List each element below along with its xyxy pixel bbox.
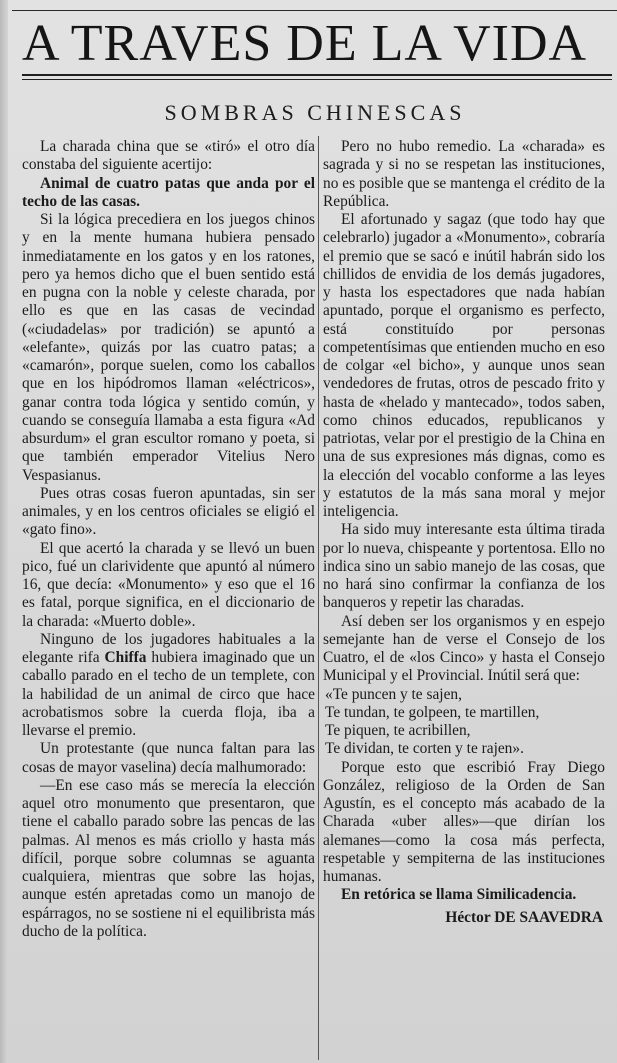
masthead-rule <box>22 74 612 76</box>
paragraph <box>22 631 315 741</box>
paragraph: —En ese caso más se merecía la elección aquel otro monumento que presentaron, que tiene el caballo parado sobre las pencas de las palmas. Al menos es más criollo y hasta más difícil, porque sobre columnas se aguanta cualquiera, mientras que sobre las hojas, aunque estén apretadas como un manojo de espárragos, no se sostiene ni el equilibrista más ducho de la política. <box>22 776 315 940</box>
verse-line: «Te puncen y te sajen, <box>325 685 462 703</box>
paragraph-closing: En retórica se llama Similicadencia. <box>341 886 577 904</box>
top-rule <box>12 10 617 11</box>
verse-line: Te tundan, te golpeen, te martillen, <box>325 703 540 721</box>
article-title: SOMBRAS CHINESCAS <box>164 100 466 125</box>
paragraph: Pues otras cosas fueron apuntadas, sin ser animales, y en los centros oficiales se eligió el «gato fino». <box>22 484 315 539</box>
paragraph: El que acertó la charada y se llevó un buen pico, fué un clarividente que apuntó al número 16, que decía: «Monumento» y eso que el 16 es fatal, porque significa, en el diccionario de la charada: «Muerto doble». <box>22 539 315 630</box>
paragraph-text: hubiera imaginado que un caballo parado en el techo de un templete, con la habilidad de un animal de circo que hace acrobatismos sobre la cuerda floja, iba a llevarse el premio. <box>22 649 315 739</box>
paragraph: La charada china que se «tiró» el otro día constaba del siguiente acertijo: <box>22 138 315 174</box>
paragraph: Ha sido muy interesante esta última tirada por lo nueva, chispeante y portentosa. Ello no indica sino un sabio manejo de las cosas, que no hará sino confirmar la confianza de los banqueros y repetir las charadas. <box>323 521 605 612</box>
paragraph: Pero no hubo remedio. La «charada» es sagrada y si no se respetan las instituciones, no es posible que se mantenga el crédito de la República. <box>323 138 605 210</box>
paragraph: Si la lógica precediera en los juegos chinos y en la mente humana hubiera pensado inmediatamente en los gatos y en los ratones, pero ya hemos dicho que el buen sentido está en pugna con la noble y celeste charada, por ello es que en las casas de vecindad («ciudadelas» por tradición) se apuntó a «elefante», quizás por las cuatro patas; a «camarón», porque suelen, como los caballos que en los hipódromos llaman «eléctricos», ganar contra toda lógica y sentido común, y cuando se conseguía llamaba a esta figura «Ad absurdum» el gran escultor romano y poeta, si que también emperador Vitelius Nero Vespasianus. <box>22 211 315 484</box>
article-column-right <box>323 138 605 927</box>
masthead-rule-thin <box>22 79 612 80</box>
paragraph: Un protestante (que nunca faltan para las cosas de mayor vaselina) decía malhumorado: <box>22 740 315 776</box>
page-left-edge <box>0 0 8 1063</box>
article-column-left <box>22 138 315 941</box>
column-divider <box>318 136 319 1060</box>
masthead-title: A TRAVES DE LA VIDA <box>22 16 588 72</box>
verse-line: Te piquen, te acribillen, <box>325 722 471 739</box>
paragraph-text: Ninguno de los jugadores habituales a la elegante rifa <box>22 630 315 666</box>
paragraph: El afortunado y sagaz (que todo hay que celebrarlo) jugador a «Monumento», cobraría el premio que se sacó e inútil habrán sido los chillidos de envidia de los demás jugadores, y hasta los espectadores que nada habían apuntado, porque el organismo es perfecto, está constituído por personas competentísimas que entienden mucho en eso de colgar «el bicho», y aunque unos sean vendedores de frutas, otros de pescado frito y hasta de «helado y mantecado», todos saben, como chinos educados, republicanos y patriotas, velar por el prestigio de la China en una de sus expresiones más dignas, como es la elección del vocablo conforme a las leyes y estatutos de la más sana moral y mejor inteligencia. <box>323 211 605 520</box>
verse-line: Te dividan, te corten y te rajen». <box>325 740 524 758</box>
paragraph: Así deben ser los organismos y en espejo semejante han de verse el Consejo de los Cuatro, el de «los Cinco» y hasta el Consejo Municipal y el Provincial. Inútil será que: <box>323 612 605 685</box>
author-signature: Héctor DE SAAVEDRA <box>445 908 603 926</box>
bold-word: Chiffa <box>104 649 147 666</box>
riddle-text: Animal de cuatro patas que anda por el techo de las casas. <box>22 174 315 210</box>
paragraph: Porque esto que escribió Fray Diego González, religioso de la Orden de San Agustín, es el concepto más acabado de la Charada «uber alles»—que dirían los alemanes—como la cosa más perfecta, respetable y sempiterna de las instituciones humanas. <box>323 758 605 885</box>
